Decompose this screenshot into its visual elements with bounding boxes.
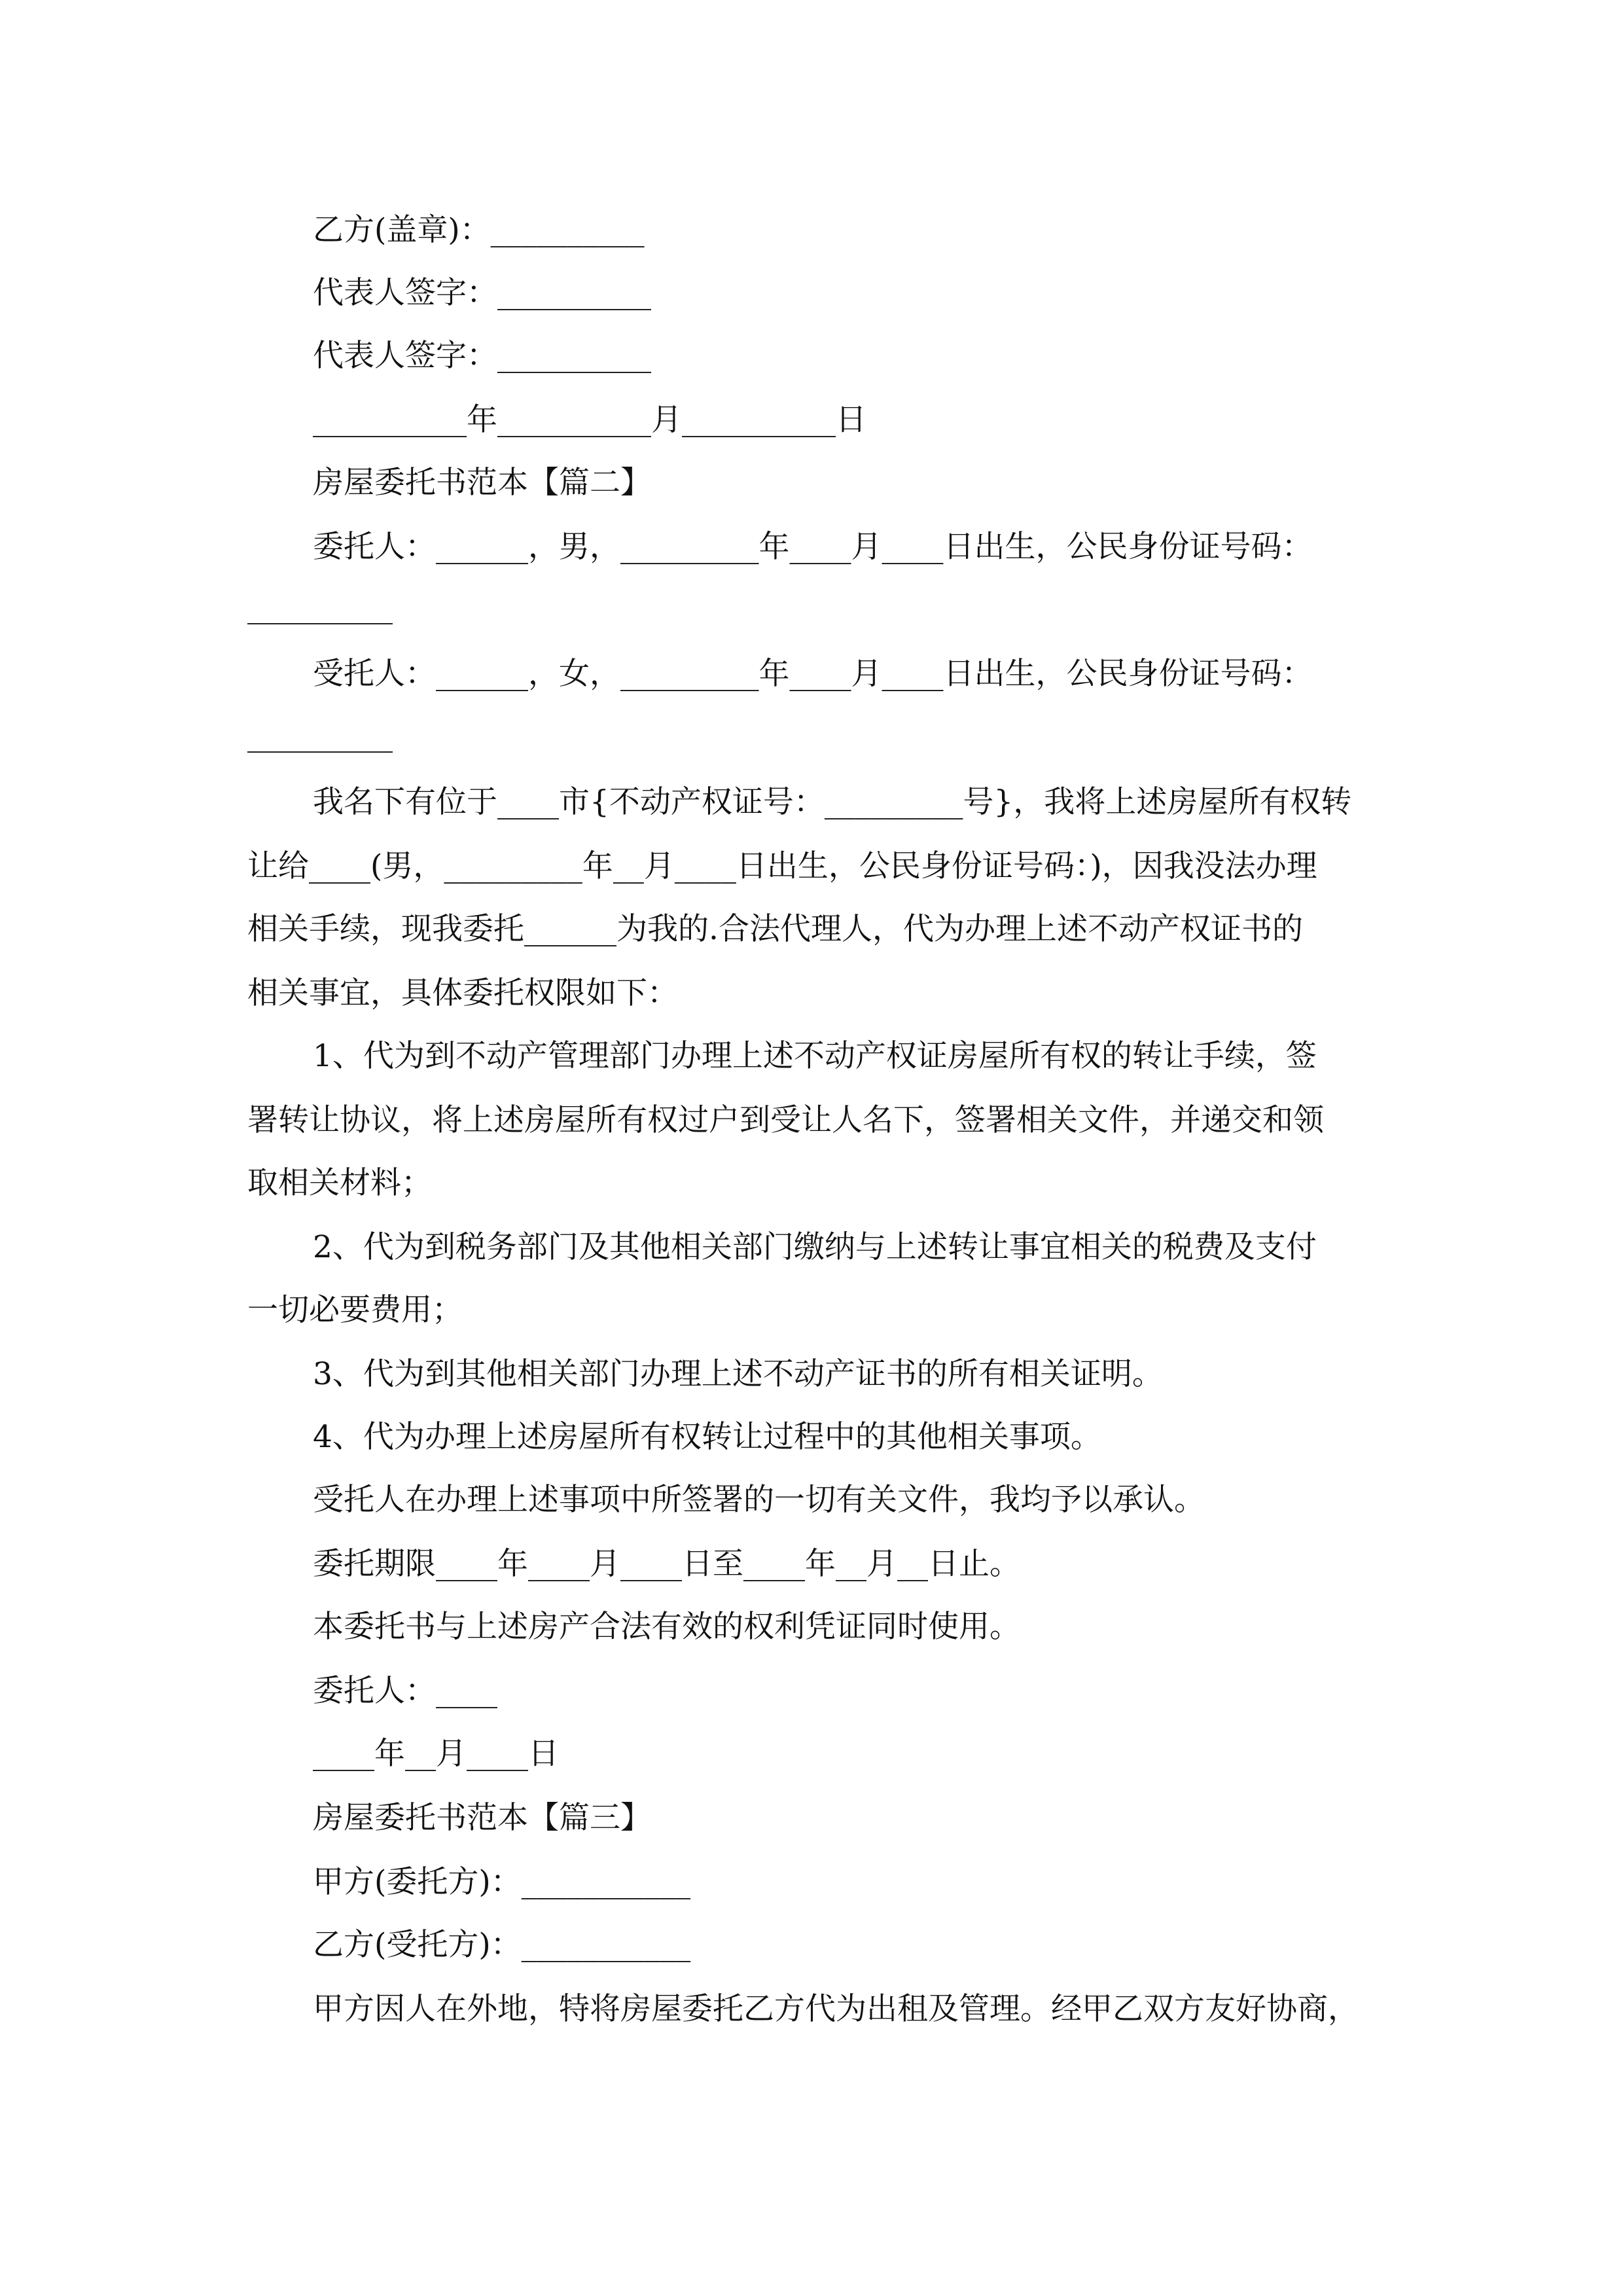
- principal-signature-date: ____年__月____日: [313, 1736, 559, 1772]
- item-2-line-2: 一切必要费用；: [247, 1292, 463, 1328]
- item-4: 4、代为办理上述房屋所有权转让过程中的其他相关事项。: [313, 1419, 1101, 1455]
- part-three-intro-line: 甲方因人在外地，特将房屋委托乙方代为出租及管理。经甲乙双方友好协商，: [313, 1991, 1359, 2027]
- section-heading-part-three: 房屋委托书范本【篇三】: [313, 1800, 651, 1836]
- signature-party-b-seal: 乙方(盖章)：__________: [313, 212, 645, 248]
- signature-date: __________年__________月__________日: [313, 402, 866, 438]
- party-b-agent: 乙方(受托方)：___________: [313, 1927, 691, 1963]
- authorization-period: 委托期限____年____月____日至____年__月__日止。: [313, 1546, 1020, 1582]
- principal-id-blank: [247, 623, 393, 624]
- signature-representative-1: 代表人签字：__________: [313, 275, 651, 311]
- principal-info-line: 委托人：______，男，_________年____月____日出生，公民身份证号码：: [313, 529, 1313, 565]
- acknowledgement-line: 受托人在办理上述事项中所签署的一切有关文件，我均予以承认。: [313, 1482, 1205, 1518]
- signature-representative-2: 代表人签字：__________: [313, 338, 651, 374]
- paragraph-property-line-3: 相关手续，现我委托______为我的.合法代理人，代为办理上述不动产权证书的: [247, 911, 1303, 947]
- item-1-line-1: 1、代为到不动产管理部门办理上述不动产权证房屋所有权的转让手续，签: [313, 1038, 1317, 1074]
- item-2-line-1: 2、代为到税务部门及其他相关部门缴纳与上述转让事宜相关的税费及支付: [313, 1229, 1317, 1265]
- item-1-line-3: 取相关材料；: [247, 1165, 432, 1201]
- party-a-principal: 甲方(委托方)：___________: [313, 1864, 691, 1900]
- item-3: 3、代为到其他相关部门办理上述不动产证书的所有相关证明。: [313, 1356, 1163, 1392]
- validity-statement: 本委托书与上述房产合法有效的权利凭证同时使用。: [313, 1609, 1020, 1645]
- paragraph-property-line-1: 我名下有位于____市{不动产权证号：_________号}，我将上述房屋所有权转: [313, 784, 1352, 820]
- item-1-line-2: 署转让协议，将上述房屋所有权过户到受让人名下，签署相关文件，并递交和领: [247, 1102, 1324, 1138]
- principal-signature: 委托人：____: [313, 1673, 497, 1709]
- paragraph-property-line-4: 相关事宜，具体委托权限如下：: [247, 975, 678, 1011]
- agent-id-blank: [247, 751, 393, 753]
- paragraph-property-line-2: 让给____(男，_________年__月____日出生，公民身份证号码：)，因我没法办理: [247, 848, 1317, 884]
- section-heading-part-two: 房屋委托书范本【篇二】: [313, 465, 651, 501]
- agent-info-line: 受托人：______，女，_________年____月____日出生，公民身份证号码：: [313, 656, 1313, 692]
